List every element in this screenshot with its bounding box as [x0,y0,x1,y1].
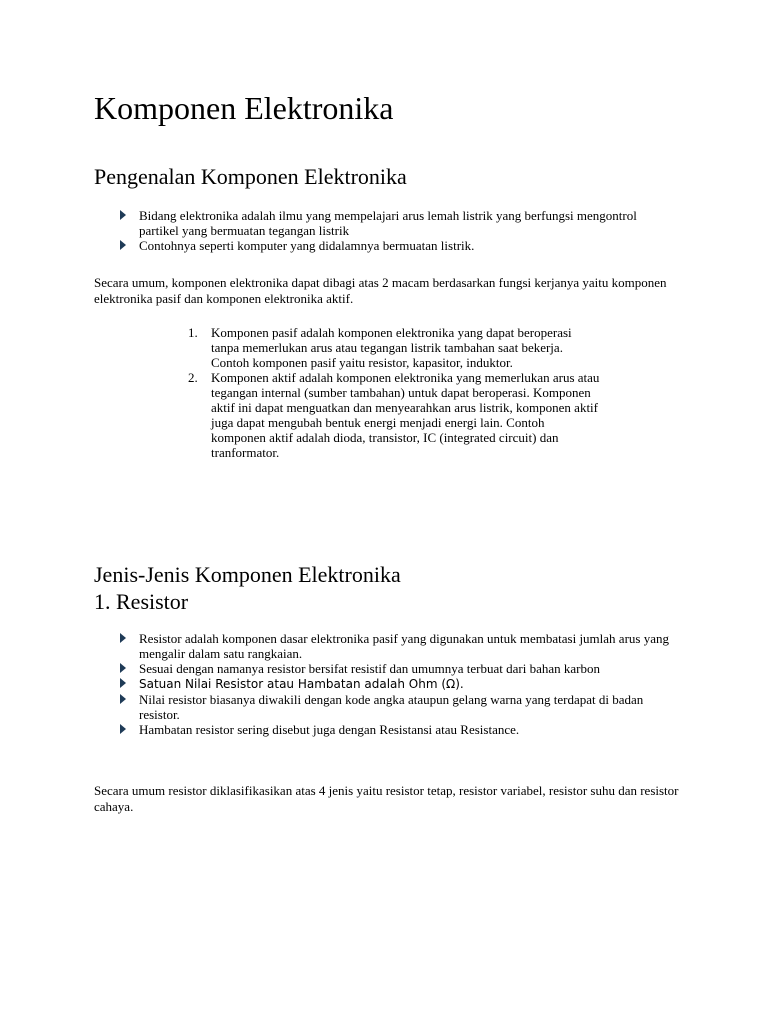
bullet-list-pengenalan [118,208,678,253]
bullet-arrow-icon [120,663,126,673]
list-item [118,661,678,676]
bullet-text: Contohnya seperti komputer yang didalamnya bermuatan listrik. [139,238,475,253]
bullet-arrow-icon [120,210,126,220]
section-heading-pengenalan: Pengenalan Komponen Elektronika [94,164,407,189]
document-title: Komponen Elektronika [94,90,394,126]
item-number: 2. [188,370,198,385]
subheading-resistor: 1. Resistor [94,589,189,614]
item-number: 1. [188,325,198,340]
bullet-arrow-icon [120,678,126,688]
item-text: Komponen aktif adalah komponen elektronika yang memerlukan arus atau tegangan internal (sumber tambahan) untuk dapat beroperasi. Komponen aktif ini dapat menguatkan dan menyearahkan arus listrik, komponen aktif juga dapat mengubah bentuk energi menjadi energi lain. Contoh komponen aktif adalah dioda, transistor, IC (integrated circuit) dan tranformator. [211,370,600,460]
bullet-text: Sesuai dengan namanya resistor bersifat resistif dan umumnya terbuat dari bahan karbon [139,661,600,676]
paragraph-jenis-resistor: Secara umum resistor diklasifikasikan atas 4 jenis yaitu resistor tetap, resistor variabel, resistor suhu dan resistor cahaya. [94,783,679,814]
numbered-list-komponen [188,325,600,460]
item-text: Komponen pasif adalah komponen elektronika yang dapat beroperasi tanpa memerlukan arus atau tegangan listrik tambahan saat bekerja. Contoh komponen pasif yaitu resistor, kapasitor, induktor. [211,325,572,370]
bullet-text: Nilai resistor biasanya diwakili dengan kode angka ataupun gelang warna yang terdapat di badan resistor. [139,692,644,722]
bullet-arrow-icon [120,633,126,643]
bullet-text: Satuan Nilai Resistor atau Hambatan adalah Ohm (Ω). [139,677,464,691]
list-item [118,238,678,253]
bullet-arrow-icon [120,694,126,704]
bullet-text: Bidang elektronika adalah ilmu yang mempelajari arus lemah listrik yang berfungsi mengontrol partikel yang bermuatan tegangan listrik [139,208,637,238]
list-item [188,325,600,370]
list-item [118,676,678,692]
list-item [118,631,678,661]
bullet-arrow-icon [120,724,126,734]
list-item [188,370,600,460]
bullet-text: Resistor adalah komponen dasar elektronika pasif yang digunakan untuk membatasi jumlah arus yang mengalir dalam satu rangkaian. [139,631,669,661]
section-heading-jenis: Jenis-Jenis Komponen Elektronika [94,562,401,587]
bullet-list-resistor [118,631,678,737]
list-item [118,722,678,737]
bullet-text: Hambatan resistor sering disebut juga dengan Resistansi atau Resistance. [139,722,520,737]
bullet-arrow-icon [120,240,126,250]
list-item [118,692,678,722]
paragraph-klasifikasi: Secara umum, komponen elektronika dapat dibagi atas 2 macam berdasarkan fungsi kerjanya yaitu komponen elektronika pasif dan komponen elektronika aktif. [94,275,667,306]
list-item [118,208,678,238]
